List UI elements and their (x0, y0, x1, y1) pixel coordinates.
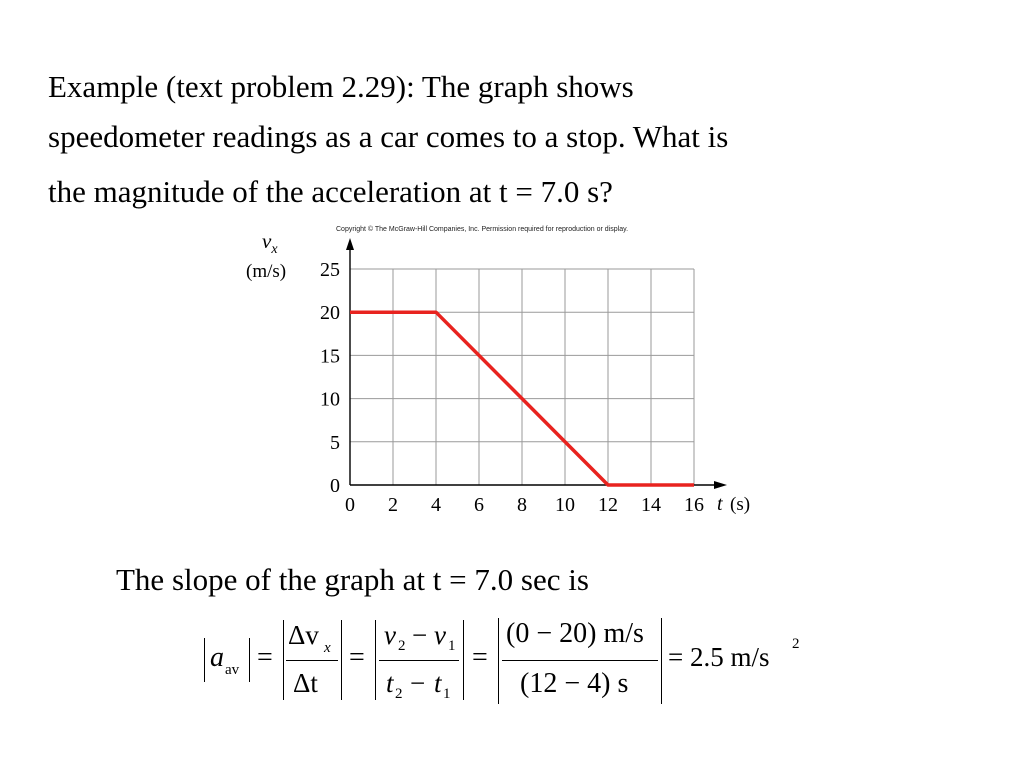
eq-delta-v-sub: x (324, 640, 331, 656)
eq-a: a (210, 642, 224, 673)
x-tick-label: 2 (388, 494, 398, 516)
eq-v1: v (434, 620, 446, 650)
eq-minus: − (410, 668, 426, 698)
eq-v2-sub: 2 (398, 638, 406, 654)
y-tick-label: 10 (320, 388, 340, 411)
abs-bar (283, 620, 284, 700)
x-axis-arrow (714, 481, 727, 489)
problem-line-1: Example (text problem 2.29): The graph shows (48, 69, 634, 104)
eq-equals: = (349, 642, 365, 673)
abs-bar (249, 638, 250, 682)
problem-line-3: the magnitude of the acceleration at t = 7.0 s? (48, 174, 613, 209)
eq-result: = 2.5 m/s (668, 642, 770, 672)
x-tick-label: 8 (517, 494, 527, 516)
eq-t1: t (434, 668, 442, 698)
eq-equals: = (472, 642, 488, 673)
eq-numerator-value: (0 − 20) m/s (506, 618, 644, 649)
y-axis-arrow (346, 238, 354, 250)
copyright-notice: Copyright © The McGraw-Hill Companies, Inc. Permission required for reproduction or display. (336, 226, 629, 233)
eq-delta-t: Δt (293, 668, 318, 698)
y-tick-label: 0 (330, 475, 340, 497)
x-axis-unit: (s) (730, 494, 751, 515)
abs-bar (463, 620, 464, 700)
abs-bar (661, 618, 662, 704)
x-tick-label: 4 (431, 494, 441, 516)
y-axis-symbol (262, 229, 278, 257)
eq-denominator-value: (12 − 4) s (520, 668, 629, 699)
y-axis-unit: (m/s) (246, 261, 287, 282)
abs-bar (204, 638, 205, 682)
eq-minus: − (412, 620, 428, 650)
fraction-bar (286, 660, 338, 661)
slope-statement: The slope of the graph at t = 7.0 sec is (116, 562, 589, 597)
eq-v2: v (384, 620, 396, 650)
x-tick-label: 14 (641, 494, 661, 516)
fraction-bar (502, 660, 658, 661)
y-tick-label: 20 (320, 302, 340, 325)
y-axis-symbol-main: v (262, 229, 272, 253)
fraction-bar (379, 660, 459, 661)
eq-a-sub: av (225, 662, 240, 678)
x-axis-symbol: t (717, 493, 723, 515)
y-axis-symbol-sub: x (271, 242, 278, 257)
y-tick-label: 5 (330, 431, 340, 454)
x-tick-label: 16 (684, 494, 704, 516)
abs-bar (375, 620, 376, 700)
eq-v1-sub: 1 (448, 638, 456, 654)
eq-t2-sub: 2 (395, 686, 403, 702)
x-tick-label: 12 (598, 494, 618, 516)
x-tick-label: 10 (555, 494, 575, 516)
x-tick-label: 6 (474, 494, 484, 516)
chart-axes (346, 238, 727, 489)
abs-bar (498, 618, 499, 704)
y-tick-label: 15 (320, 345, 340, 368)
abs-bar (341, 620, 342, 700)
y-tick-label: 25 (320, 259, 340, 281)
eq-t1-sub: 1 (443, 686, 451, 702)
problem-line-2: speedometer readings as a car comes to a stop. What is (48, 119, 729, 154)
x-tick-label: 0 (345, 494, 355, 516)
eq-delta-v: Δv (288, 620, 319, 650)
eq-t2: t (386, 668, 394, 698)
chart-grid (350, 269, 694, 485)
eq-equals: = (257, 642, 273, 673)
eq-result-exponent: 2 (792, 636, 800, 652)
acceleration-equation (198, 612, 828, 712)
